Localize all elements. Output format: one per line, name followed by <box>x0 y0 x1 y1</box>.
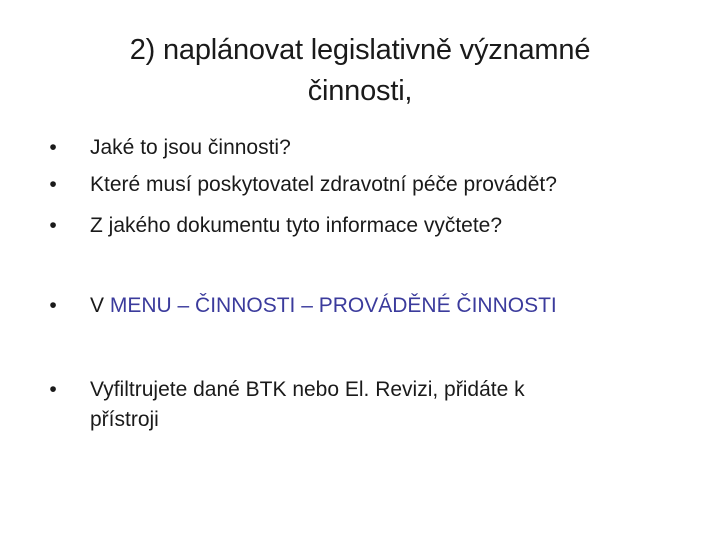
bullet-item-2 <box>0 170 720 200</box>
bullet-dot: • <box>49 378 57 401</box>
bullet-text-line-1: Vyfiltrujete dané BTK nebo El. Revizi, přidáte k <box>90 378 525 401</box>
bullet-text-line-2: přístroji <box>90 408 159 431</box>
slide-title <box>40 30 680 112</box>
bullet-text: Které musí poskytovatel zdravotní péče provádět? <box>90 173 557 196</box>
bullet-item-4 <box>0 291 720 321</box>
bullet-dot: • <box>49 214 57 237</box>
bullet-text: Jaké to jsou činnosti? <box>90 136 291 159</box>
slide-title-line-1: 2) naplánovat legislativně významné <box>129 34 591 66</box>
bullet-text: Z jakého dokumentu tyto informace vyčtete? <box>90 214 503 237</box>
bullet-item-1 <box>0 133 720 163</box>
bullet-text <box>90 375 525 435</box>
bullet-text <box>90 291 557 321</box>
bullet-dot: • <box>49 136 57 159</box>
menu-path-highlight: MENU – ČINNOSTI – PROVÁDĚNÉ ČINNOSTI <box>109 294 557 317</box>
bullet-dot: • <box>49 294 57 317</box>
bullet-item-3 <box>0 211 720 241</box>
bullet-dot: • <box>49 173 57 196</box>
slide-title-line-2: činnosti, <box>307 75 413 107</box>
bullet-prefix: V <box>90 294 110 317</box>
bullet-item-5 <box>0 375 720 445</box>
